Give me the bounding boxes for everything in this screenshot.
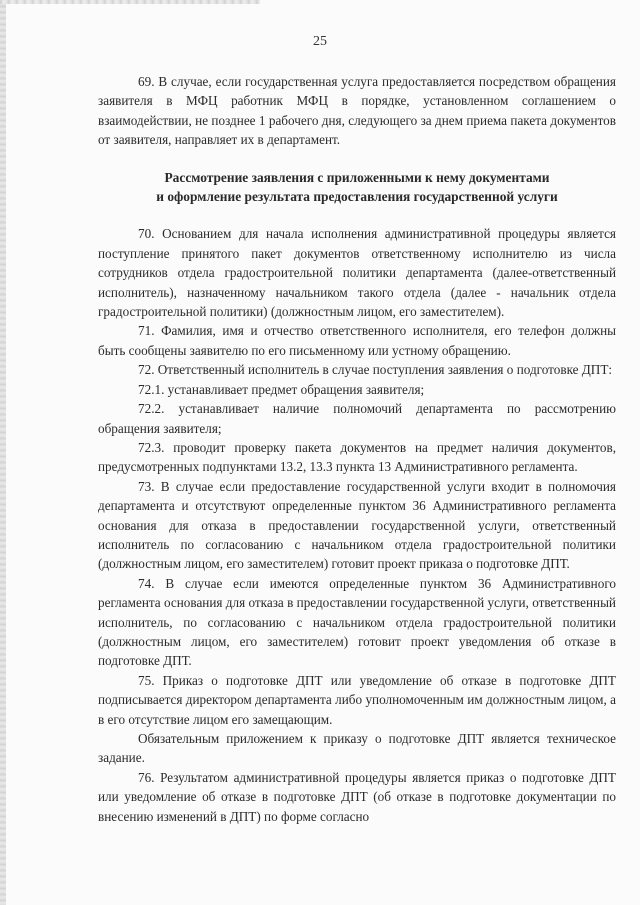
page-number: 25 <box>313 34 327 49</box>
document-body <box>98 72 616 826</box>
paragraph-73: 73. В случае если предоставление государственной услуги входит в полномочия департамента и отсутствуют определенные пунктом 36 Административного регламента основания для отказа в предоставлении государственной услуги, ответственный исполнитель по согласованию с начальником отдела градостроительной политики (должностным лицом, его заместителем) готовит проект приказа о подготовке ДПТ. <box>98 478 616 572</box>
paragraph-75-attachment: Обязательным приложением к приказу о подготовке ДПТ является техническое задание. <box>98 731 616 766</box>
paragraph-72-2: 72.2. устанавливает наличие полномочий департамента по рассмотрению обращения заявителя; <box>98 401 616 436</box>
paragraph-75: 75. Приказ о подготовке ДПТ или уведомление об отказе в подготовке ДПТ подписывается директором департамента либо уполномоченным им должностным лицом, а в его отсутствие лицом его замещающим. <box>98 672 616 727</box>
scan-edge-left <box>0 0 6 905</box>
paragraph-72-1: 72.1. устанавливает предмет обращения заявителя; <box>138 381 425 397</box>
section-heading <box>98 168 616 207</box>
section-heading-line-2: и оформление результата предоставления государственной услуги <box>156 189 558 205</box>
paragraph-69: 69. В случае, если государственная услуга предоставляется посредством обращения заявителя в МФЦ работник МФЦ в порядке, установленном соглашением о взаимодействии, не позднее 1 рабочего дня, следующего за днем приема пакета документов от заявителя, направляет их в департамент. <box>98 74 616 148</box>
paragraph-70: 70. Основанием для начала исполнения административной процедуры является поступление принятого пакет документов ответственному исполнителю из числа сотрудников отдела градостроительной политики департамента (далее-ответственный исполнитель), назначенному начальником такого отдела (далее - начальник отдела градостроительной политики) (должностным лицом, его заместителем). <box>98 226 616 320</box>
paragraph-74: 74. В случае если имеются определенные пунктом 36 Административного регламента основания для отказа в предоставлении государственной услуги, ответственный исполнитель, по согласованию с начальником отдела градостроительной политики (должностным лицом, его заместителем) готовит проект уведомления об отказе в подготовке ДПТ. <box>98 575 616 669</box>
section-heading-line-1: Рассмотрение заявления с приложенными к нему документами <box>164 169 550 185</box>
paragraph-71: 71. Фамилия, имя и отчество ответственного исполнителя, его телефон должны быть сообщены заявителю по его письменному или устному обращению. <box>98 323 616 358</box>
paragraph-72-3: 72.3. проводит проверку пакета документов на предмет наличия документов, предусмотренных подпунктами 13.2, 13.3 пункта 13 Административного регламента. <box>98 439 616 475</box>
paragraph-76: 76. Результатом административной процедуры является приказ о подготовке ДПТ или уведомление об отказе в подготовке ДПТ (об отказе в подготовке документации по внесению изменений в ДПТ) по форме согласно <box>98 769 616 824</box>
paragraph-72: 72. Ответственный исполнитель в случае поступления заявления о подготовке ДПТ: <box>138 362 613 378</box>
scan-edge-top <box>0 0 260 4</box>
